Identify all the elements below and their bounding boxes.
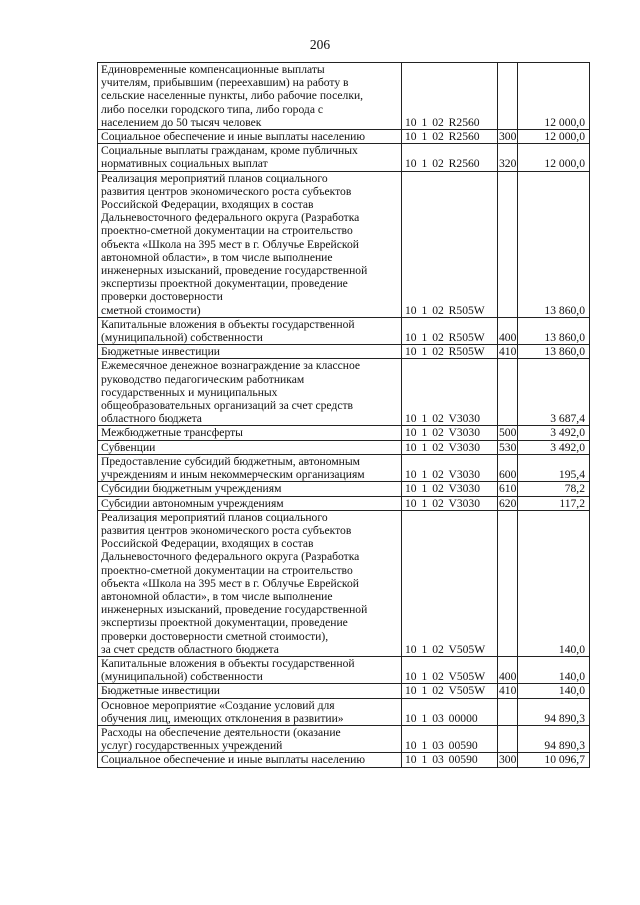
table-row: [98, 725, 590, 752]
table-row: [98, 359, 590, 426]
expense-name-cell: Субвенции: [98, 440, 402, 454]
table-row: [98, 440, 590, 454]
amount-cell: 13 860,0: [518, 317, 590, 344]
table-row: [98, 684, 590, 698]
target-code-cell: 10 1 02 R505W: [402, 317, 498, 344]
target-code-cell: 10 1 02 V505W: [402, 510, 498, 656]
target-code-cell: 10 1 03 00590: [402, 753, 498, 767]
target-code-cell: 10 1 02 R2560: [402, 144, 498, 171]
expense-type-cell: [498, 359, 518, 426]
amount-cell: 94 890,3: [518, 725, 590, 752]
amount-cell: 12 000,0: [518, 144, 590, 171]
page-number: 206: [309, 37, 331, 52]
expense-name-cell: Социальное обеспечение и иные выплаты населению: [98, 753, 402, 767]
amount-cell: 195,4: [518, 454, 590, 481]
target-code-cell: 10 1 02 R2560: [402, 130, 498, 144]
expense-type-cell: [498, 63, 518, 130]
expense-type-cell: [498, 698, 518, 725]
table-row: [98, 510, 590, 656]
expense-type-cell: 530: [499, 440, 517, 454]
amount-cell: 3 687,4: [518, 359, 590, 426]
target-code-cell: 10 1 02 R2560: [402, 63, 498, 130]
expense-name-cell: Реализация мероприятий планов социального развития центров экономического роста субъектов Российской Федерации, входящих в состав Дальневосточного федерального округа (Разработка проектно-сметной документации на строительство объекта «Школа на 395 мест в г. Облучье Еврейской автономной области», в том числе выполнение инженерных изысканий, проведение государственной экспертизы проектной документации, проведение проверки достоверности сметной стоимости): [98, 171, 402, 317]
amount-cell: 12 000,0: [518, 130, 590, 144]
expense-type-cell: 300: [499, 753, 517, 767]
expense-type-cell: 620: [499, 496, 517, 510]
expense-type-cell: 410: [499, 345, 517, 359]
expense-type-cell: 400: [498, 656, 518, 683]
expense-type-cell: 600: [498, 454, 518, 481]
target-code-cell: 10 1 02 V505W: [402, 684, 498, 698]
expense-type-cell: 300: [499, 130, 517, 144]
table-row: [98, 130, 590, 144]
expense-name-cell: Субсидии автономным учреждениям: [98, 496, 402, 510]
target-code-cell: 10 1 02 R505W: [402, 171, 498, 317]
table-row: [98, 345, 590, 359]
expense-name-cell: Ежемесячное денежное вознаграждение за классное руководство педагогическим работникам государственных и муниципальных общеобразовательных организаций за счет средств областного бюджета: [98, 359, 402, 426]
expense-type-cell: [498, 510, 518, 656]
expense-type-cell: [498, 725, 518, 752]
target-code-cell: 10 1 02 V505W: [402, 656, 498, 683]
table-row: [98, 698, 590, 725]
table-row: [98, 454, 590, 481]
expense-name-cell: Капитальные вложения в объекты государственной (муниципальной) собственности: [98, 656, 402, 683]
expense-name-cell: Межбюджетные трансферты: [98, 426, 402, 440]
budget-table: [97, 62, 590, 768]
table-row: [98, 144, 590, 171]
amount-cell: 3 492,0: [518, 426, 590, 440]
target-code-cell: 10 1 03 00590: [402, 725, 498, 752]
table-row: [98, 656, 590, 683]
target-code-cell: 10 1 02 V3030: [402, 426, 498, 440]
expense-type-cell: 400: [498, 317, 518, 344]
expense-name-cell: Основное мероприятие «Создание условий для обучения лиц, имеющих отклонения в развитии»: [98, 698, 402, 725]
amount-cell: 13 860,0: [518, 345, 590, 359]
expense-type-cell: 500: [499, 426, 517, 440]
expense-type-cell: [498, 171, 518, 317]
amount-cell: 140,0: [518, 510, 590, 656]
target-code-cell: 10 1 03 00000: [402, 698, 498, 725]
expense-type-cell: 610: [499, 482, 517, 496]
expense-type-cell: 410: [499, 684, 517, 698]
table-row: [98, 426, 590, 440]
expense-name-cell: Бюджетные инвестиции: [98, 684, 402, 698]
amount-cell: 78,2: [518, 482, 590, 496]
expense-name-cell: Социальные выплаты гражданам, кроме публичных нормативных социальных выплат: [98, 144, 402, 171]
expense-name-cell: Социальное обеспечение и иные выплаты населению: [98, 130, 402, 144]
target-code-cell: 10 1 02 V3030: [402, 454, 498, 481]
target-code-cell: 10 1 02 R505W: [402, 345, 498, 359]
expense-name-cell: Капитальные вложения в объекты государственной (муниципальной) собственности: [98, 317, 402, 344]
target-code-cell: 10 1 02 V3030: [402, 440, 498, 454]
amount-cell: 3 492,0: [518, 440, 590, 454]
amount-cell: 94 890,3: [518, 698, 590, 725]
table-row: [98, 171, 590, 317]
expense-name-cell: Единовременные компенсационные выплаты учителям, прибывшим (переехавшим) на работу в сельские населенные пункты, либо рабочие поселки, либо поселки городского типа, либо города с населением до 50 тысяч человек: [98, 63, 402, 130]
amount-cell: 12 000,0: [518, 63, 590, 130]
amount-cell: 13 860,0: [518, 171, 590, 317]
amount-cell: 140,0: [518, 656, 590, 683]
table-row: [98, 753, 590, 767]
target-code-cell: 10 1 02 V3030: [402, 359, 498, 426]
expense-name-cell: Субсидии бюджетным учреждениям: [98, 482, 402, 496]
target-code-cell: 10 1 02 V3030: [402, 482, 498, 496]
table-row: [98, 496, 590, 510]
target-code-cell: 10 1 02 V3030: [402, 496, 498, 510]
amount-cell: 10 096,7: [518, 753, 590, 767]
expense-name-cell: Расходы на обеспечение деятельности (оказание услуг) государственных учреждений: [98, 725, 402, 752]
expense-name-cell: Предоставление субсидий бюджетным, автономным учреждениям и иным некоммерческим организациям: [98, 454, 402, 481]
table-row: [98, 317, 590, 344]
amount-cell: 140,0: [518, 684, 590, 698]
expense-type-cell: 320: [498, 144, 518, 171]
expense-name-cell: Реализация мероприятий планов социального развития центров экономического роста субъектов Российской Федерации, входящих в состав Дальневосточного федерального округа (Разработка проектно-сметной документации на строительство объекта «Школа на 395 мест в г. Облучье Еврейской автономной области», в том числе выполнение инженерных изысканий, проведение государственной экспертизы проектной документации, проведение проверки достоверности сметной стоимости), за счет средств областного бюджета: [98, 510, 402, 656]
expense-name-cell: Бюджетные инвестиции: [98, 345, 402, 359]
table-row: [98, 63, 590, 130]
amount-cell: 117,2: [518, 496, 590, 510]
table-row: [98, 482, 590, 496]
